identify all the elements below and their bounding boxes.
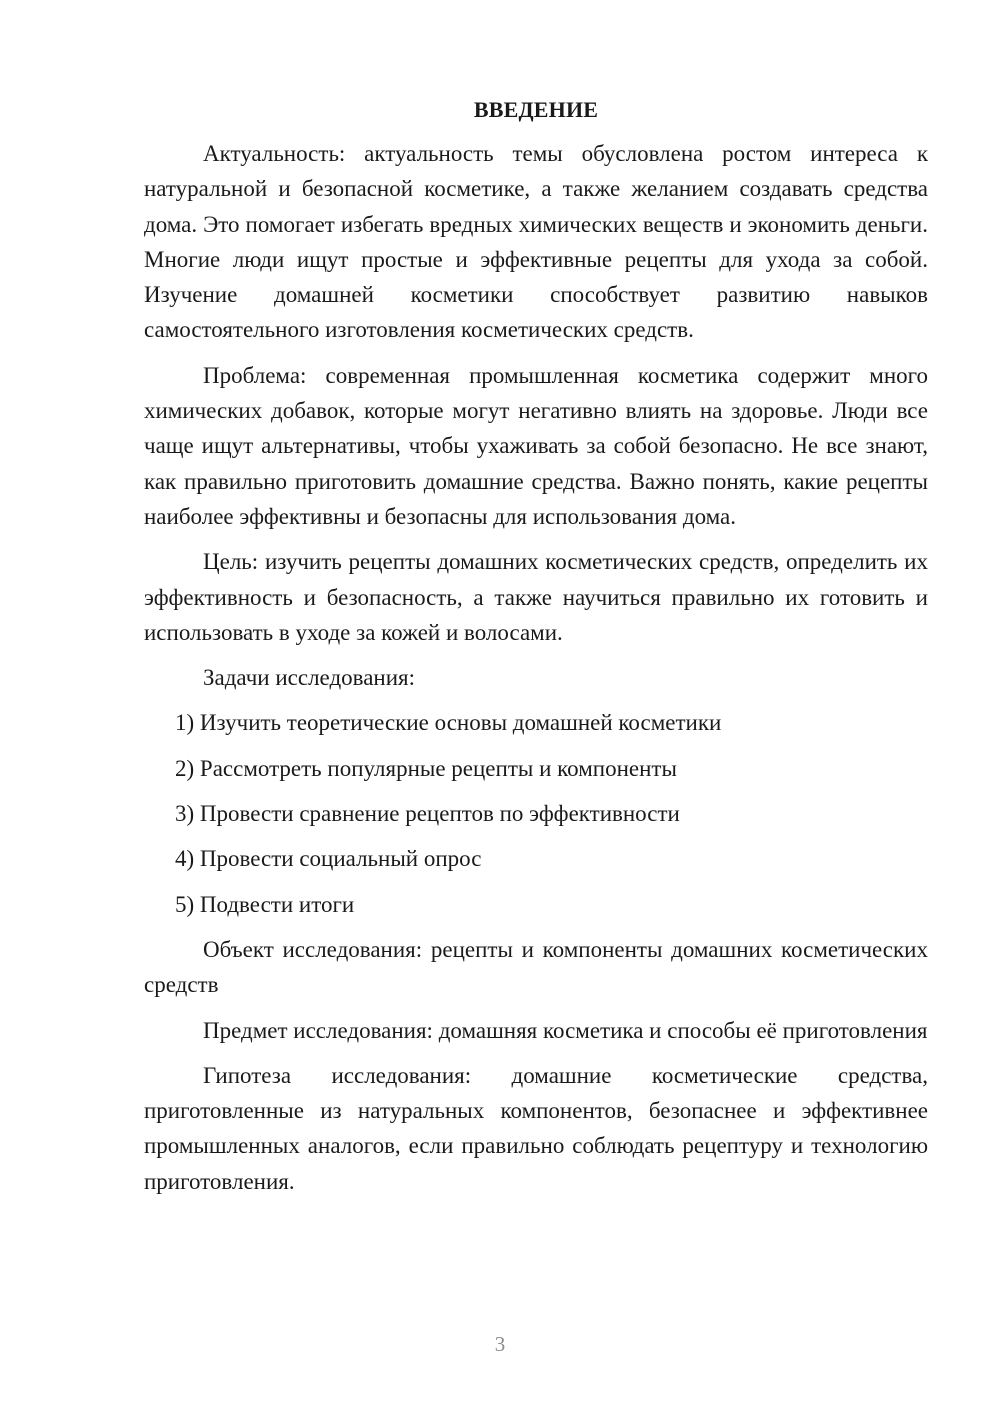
task-item: 2) Рассмотреть популярные рецепты и компоненты <box>175 755 677 781</box>
hypothesis-paragraph: Гипотеза исследования: домашние косметические средства, приготовленные из натуральных компонентов, безопаснее и эффективнее промышленных аналогов, если правильно соблюдать рецептуру и технологию приготовления. <box>144 1062 928 1194</box>
tasks-title: Задачи исследования: <box>203 665 416 691</box>
problem-paragraph: Проблема: современная промышленная косметика содержит много химических добавок, которые могут негативно влиять на здоровье. Люди все чаще ищут альтернативы, чтобы ухаживать за собой безопасно. Не все знают, как правильно приготовить домашние средства. Важно понять, какие рецепты наиболее эффективны и безопасны для использования дома. <box>144 362 928 529</box>
document-page <box>144 90 928 1209</box>
goal-paragraph: Цель: изучить рецепты домашних косметических средств, определить их эффективность и безопасность, а также научиться правильно их готовить и использовать в уходе за кожей и волосами. <box>144 549 928 645</box>
section-heading: ВВЕДЕНИЕ <box>473 97 599 122</box>
task-item: 5) Подвести итоги <box>175 891 355 917</box>
subject-paragraph: Предмет исследования: домашняя косметика и способы её приготовления <box>203 1017 928 1043</box>
task-item: 3) Провести сравнение рецептов по эффективности <box>175 801 680 827</box>
object-paragraph: Объект исследования: рецепты и компоненты домашних косметических средств <box>144 936 928 998</box>
relevance-paragraph: Актуальность: актуальность темы обусловлена ростом интереса к натуральной и безопасной косметике, а также желанием создавать средства дома. Это помогает избегать вредных химических веществ и экономить деньги. Многие люди ищут простые и эффективные рецепты для ухода за собой. Изучение домашней косметики способствует развитию навыков самостоятельного изготовления косметических средств. <box>144 141 928 343</box>
task-item: 1) Изучить теоретические основы домашней косметики <box>175 710 722 736</box>
page-number: 3 <box>494 1332 506 1356</box>
task-list <box>144 705 928 921</box>
task-item: 4) Провести социальный опрос <box>175 846 482 872</box>
